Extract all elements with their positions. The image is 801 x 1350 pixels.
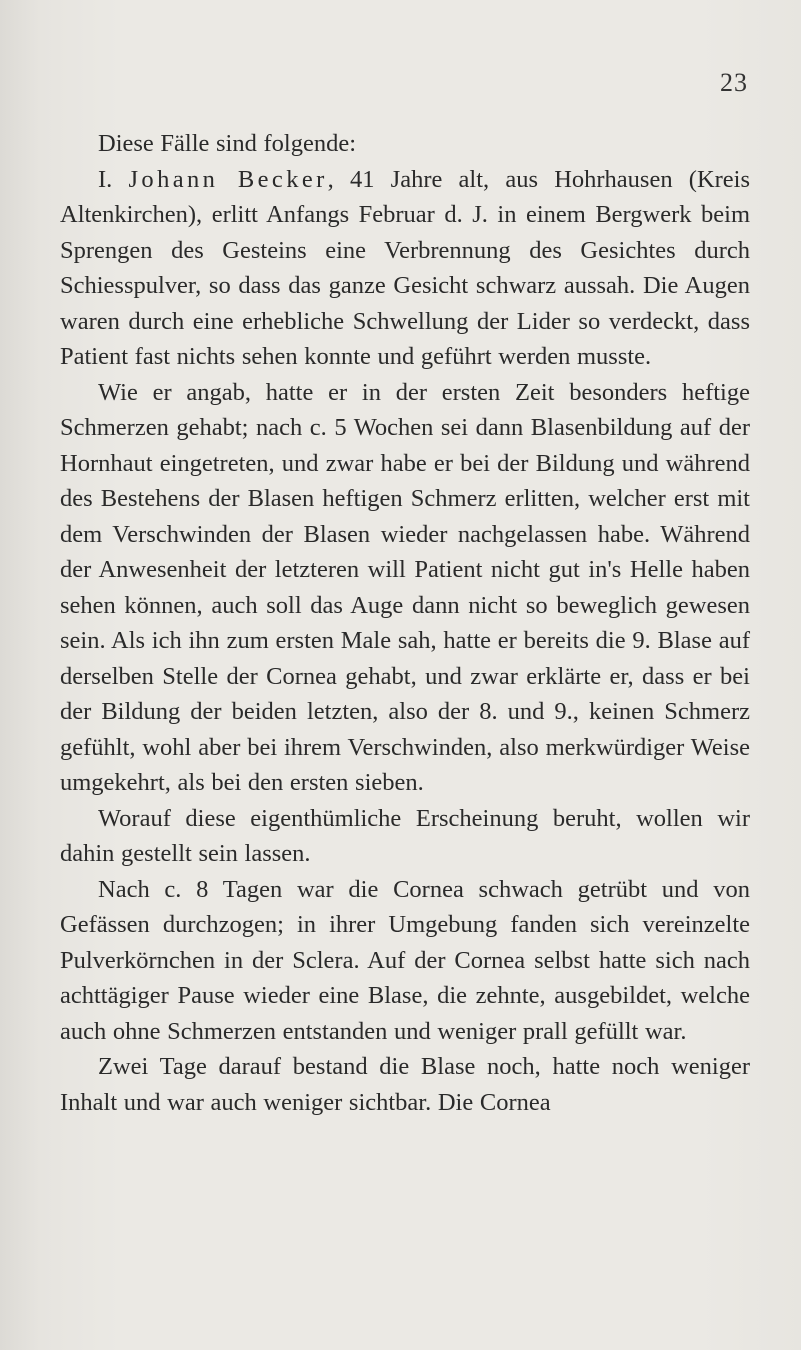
paragraph-case-one	[60, 162, 750, 375]
paragraph-followup	[60, 1049, 750, 1120]
page-number: 23	[720, 68, 748, 97]
case-numeral: I.	[98, 165, 113, 193]
paragraph-text: Diese Fälle sind folgende:	[98, 130, 357, 157]
paragraph-text: Wie er angab, hatte er in der ersten Zeit besonders heftige Schmerzen gehabt; nach c. 5 Wochen sei dann Blasenbildung auf der Hornhaut eingetreten, und zwar habe er bei der Bildung und während des Bestehens der Blasen heftigen Schmerz erlitten, welcher erst mit dem Verschwinden der Blasen wieder nachgelassen habe. Während der Anwesenheit der letzteren will Patient nicht gut in's Helle haben sehen können, auch soll das Auge dann nicht so beweglich gewesen sein. Als ich ihn zum ersten Male sah, hatte er bereits die 9. Blase auf derselben Stelle der Cornea gehabt, und zwar erklärte er, dass er bei der Bildung der beiden letzten, also der 8. und 9., keinen Schmerz gefühlt, wohl aber bei ihrem Verschwinden, also merkwürdiger Weise umgekehrt, als bei den ersten sieben.	[60, 378, 750, 796]
paragraph-findings	[60, 872, 750, 1050]
paragraph-intro	[60, 126, 750, 162]
body-text	[60, 126, 750, 1120]
patient-name: Johann Becker	[128, 165, 328, 193]
paragraph-text: Zwei Tage darauf bestand die Blase noch, hatte noch weniger Inhalt und war auch weniger sichtbar. Die Cornea	[60, 1053, 750, 1116]
paragraph-history	[60, 375, 750, 801]
paragraph-text: Worauf diese eigenthümliche Erscheinung beruht, wollen wir dahin gestellt sein lassen.	[60, 804, 750, 867]
paragraph-remark	[60, 801, 750, 872]
paragraph-text: Nach c. 8 Tagen war die Cornea schwach getrübt und von Gefässen durchzogen; in ihrer Umgebung fanden sich vereinzelte Pulverkörnchen in der Sclera. Auf der Cornea selbst hatte sich nach achttägiger Pause wieder eine Blase, die zehnte, ausgebildet, welche auch ohne Schmerzen entstanden und weniger prall gefüllt war.	[60, 875, 750, 1045]
paragraph-text: , 41 Jahre alt, aus Hohrhausen (Kreis Altenkirchen), erlitt Anfangs Februar d. J. in einem Bergwerk beim Sprengen des Gesteins eine Verbrennung des Gesichtes durch Schiesspulver, so dass das ganze Gesicht schwarz aussah. Die Augen waren durch eine erhebliche Schwellung der Lider so verdeckt, dass Patient fast nichts sehen konnte und geführt werden musste.	[60, 165, 751, 370]
